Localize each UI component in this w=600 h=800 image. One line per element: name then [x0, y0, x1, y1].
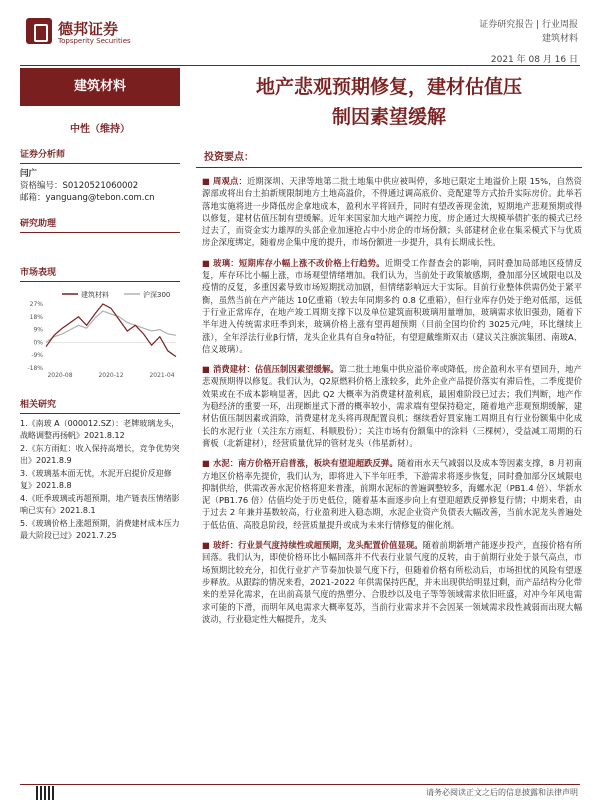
paragraph-lead: 玻璃：短期库存小幅上涨不改价格上行趋势。 — [213, 257, 385, 268]
analyst-name: 闫广 — [20, 169, 38, 179]
paragraph-text: 近期深圳、天津等地第二批土地集中供应被叫停，多地已限定土地溢价上限 15%，自然资源部或将出台土拍新规限制地方土地高溢价，不得通过调高底价、竞配建等方式抬升实际房价。此举若落地实施将进一步降低房企拿地成本，盈利水平将回升，同时有望改善现金流，短期地产悲观预期或得以修复，建材估值压制有望缓解。近年来国家加大地产调控力度，房企通过大规模举债扩张的模式已经过去了，而资金实力雄厚的头部企业加速抢占中小房企的市场份额；头部建材企业在集采模式下与优质房企深度绑定，随着房企集中度的提升，市场份额进一步提升，具有长期成长性。 — [202, 176, 582, 248]
logo-english: Topsperity Securities — [58, 37, 131, 45]
related-item[interactable]: 3.《玻璃基本面无忧，水泥开启提价反迎修复》2021.8.8 — [20, 469, 172, 490]
related-list — [20, 418, 180, 542]
bullet-icon: ■ — [202, 176, 211, 186]
paragraph-lead: 周观点： — [213, 176, 247, 186]
paragraph — [196, 257, 582, 355]
legend-label-index: 沪深300 — [143, 291, 171, 299]
legend-label-sector: 建筑材料 — [81, 291, 109, 299]
y-tick-label: -9% — [31, 352, 43, 360]
report-date: 2021 年 08 月 16 日 — [490, 55, 578, 65]
logo-icon — [26, 18, 52, 44]
report-type: 证券研究报告 | 行业周报 — [479, 20, 578, 30]
y-tick-label: -18% — [27, 365, 43, 372]
y-tick-label: 27% — [29, 301, 43, 308]
assistant-heading: 研究助理 — [20, 216, 180, 233]
bullet-icon: ■ — [202, 364, 210, 375]
analyst-email[interactable]: 邮箱：yanguang@tebon.com.cn — [20, 193, 155, 203]
market-chart — [20, 286, 180, 385]
header-divider — [20, 65, 580, 66]
related-item[interactable]: 2.《东方雨虹：收入保持高增长，竞争优势突出》2021.8.9 — [20, 444, 180, 465]
analyst-info — [20, 168, 180, 204]
paragraph-text: 随着雨水天气减弱以及成本等因素支撑，8 月初南方地区价格率先提价，我们认为，即将进入下半年旺季，下游需求将逐步恢复，同时叠加部分区域限电抑制供给，供需改善水泥价格将迎来普涨，前期水泥标的普遍调整较多，海螺水泥（PB1.4 倍）、华新水泥（PB1.76 倍）估值均处于历史低位，随着基本面逐步向上有望迎超跌反弹修复行情；中期来看，由于过去 2 年兼并基数较高，行业盈利进入稳态期，水泥企业资产负债表大幅改善，当前水泥龙头普遍处于低估值、高股息阶段，经营质量提升或成为未来行情修复的催化剂。 — [202, 458, 582, 530]
title-line-1: 地产悲观预期修复，建材估值压 — [255, 76, 522, 98]
x-tick-label: 2020-12 — [98, 372, 124, 379]
bullet-icon: ■ — [202, 540, 210, 551]
y-tick-label: 18% — [29, 313, 43, 321]
related-item[interactable]: 5.《玻璃价格上涨超预期，消费建材成本压力最大阶段已过》2021.7.25 — [20, 519, 180, 540]
paragraph — [196, 539, 582, 625]
main-content — [196, 144, 582, 633]
related-item[interactable]: 1.《南玻 A（000012.SZ）：老牌玻璃龙头，战略调整再扬帆》2021.8.12 — [20, 419, 180, 440]
analyst-heading: 证券分析师 — [20, 147, 180, 164]
sector-banner: 建筑材料 — [20, 68, 180, 106]
y-tick-label: 9% — [33, 326, 43, 334]
bullet-icon: ■ — [202, 257, 211, 268]
paragraph-text: 近期受工作督查会的影响，同时叠加局部地区疫情反复，库存环比小幅上涨，市场观望情绪增加。我们认为，当前处于政策敏感期，叠加部分区域限电以及疫情的反复，多重因素导致市场短期扰动加剧，但情绪影响远大于实际。目前行业整体供需仍处于紧平衡，虽然当前在产产能达 10亿重箱（较去年同期多约 0.8 亿重箱），但行业库存仍处于绝对低部，远低于行业正常库存，在地产竣工周期支撑下以及单位建筑面积玻璃用量增加，玻璃需求依旧强劲，随着下半年进入传统需求旺季到来，玻璃价格上涨有望再超预期（目前全国均价约 3025元/吨，环比继续上涨），全年浮法行业β行情，龙头企业具有自身α特征，有望迎戴维斯双击（建议关注旗滨集团、南玻A、信义玻璃）。 — [202, 257, 582, 354]
related-heading: 相关研究 — [20, 397, 180, 414]
logo-name: 德邦证券 — [58, 20, 119, 38]
market-heading: 市场表现 — [20, 265, 180, 282]
footer-disclaimer: 请务必阅读正文之后的信息披露和法律声明 — [426, 788, 578, 797]
series-line-index — [46, 311, 176, 342]
x-tick-label: 2020-08 — [47, 372, 73, 379]
x-tick-label: 2021-04 — [149, 372, 175, 379]
related-item[interactable]: 4.《旺季玻璃或再超预期，地产链表压情绪影响已实有》2021.8.1 — [20, 494, 180, 515]
company-logo — [26, 16, 166, 56]
bullet-icon: ■ — [202, 458, 210, 469]
footer-divider — [20, 784, 580, 785]
paragraph-lead: 玻纤：行业景气度持续性或超预期，龙头配置价值显现。 — [212, 540, 423, 551]
paragraph-text: 第二批土地集中供应溢价率或降低，房企盈利水平有望回升，地产悲观预期得以修复。我们认为，Q2原燃料价格上涨较多，此外企业产品提价落实有滞后性，二季度提价效果或在不成本影响显著，因此 Q2 大概率为消费建材盈利底，最困难阶段已过去；我们判断，地产作为稳经济的重要一环，出现断崖式下滑的概率较小，需求端有望保持稳定，随着地产悲观预期缓解，建材估值压制因素或消除，消费建材龙头将再现配置良机；继续看好買家施工周期且有行业份额集中化成长的水泥行业（关注东方雨虹、科顺股份）；关注市场有份额集中的涂料（三棵树），受益减工周期的石膏板（北新建材），经营质量优异的管材龙头（伟星新材）。 — [202, 364, 582, 448]
report-title — [196, 72, 582, 132]
sidebar — [20, 68, 180, 543]
paragraph-text: 随着前期新增产能逐步投产，直接价格有所回落。我们认为，即使价格环比小幅回落并不代表行业景气度的反转，由于前期行业处于景气高点，市场预期比较充分，扣优行业扩产节奏加快景气度下行，但随着价格有所松动后，市场担忧的风险有望逐步释放。从跟踪的情况来看，2021-2022 年供需保持匹配，并未出现供给明显过剩，而产品结构分化带来的差异化需求，在出前高景气度的热塑分、合股纱以及电子等等领域需求依旧旺盛，对冲今年风电需求可能的下滑，而明年风电需求大概率复苏，当前行业需求并不会因某一领域需求段性减弱而出现大幅波动，行业稳定性大幅提升，龙头 — [202, 540, 582, 624]
paragraph — [196, 457, 582, 531]
market-chart-svg — [20, 286, 180, 382]
paragraph-lead: 消费建材：估值压制因素望缓解。 — [212, 364, 339, 375]
qr-code-icon — [36, 786, 56, 800]
report-industry: 建筑材料 — [541, 34, 578, 44]
paragraph — [196, 175, 582, 249]
key-points-heading: 投资要点： — [196, 144, 582, 168]
analyst-cert: 资格编号：S0120521060002 — [20, 181, 139, 191]
paragraph-lead: 水泥：南方价格开启普涨，板块有望迎超跌反弹。 — [212, 458, 398, 469]
report-meta — [479, 18, 578, 46]
paragraph — [196, 363, 582, 449]
rating: 中性（维持） — [70, 124, 130, 135]
y-tick-label: 0% — [33, 339, 43, 347]
title-line-2: 制因素望缓解 — [331, 106, 446, 128]
